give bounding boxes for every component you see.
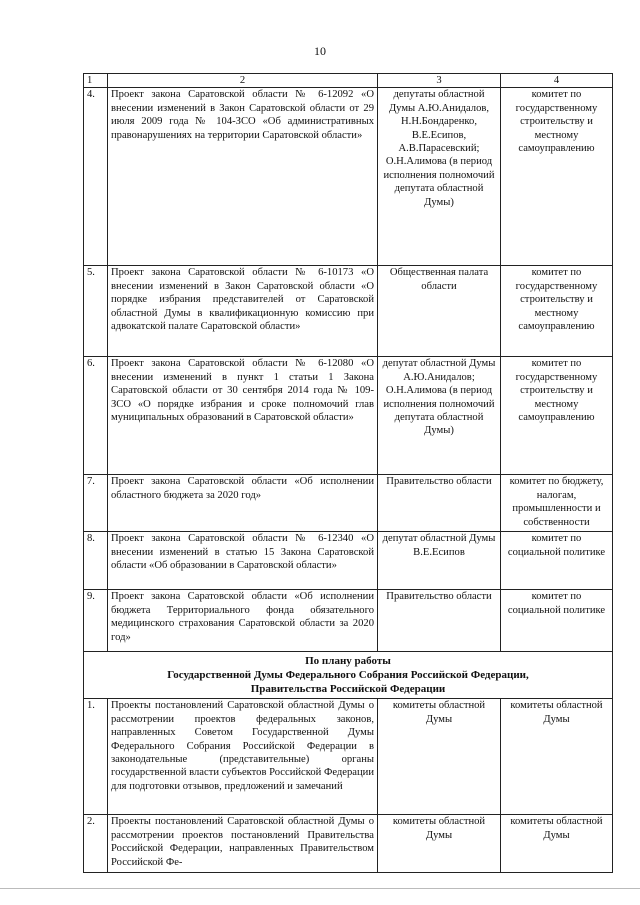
row-committee: комитеты областной Думы [501,699,613,815]
row-committee: комитет по социальной политике [501,590,613,652]
row-number: 6. [84,357,108,475]
row-initiator: Общественная палата области [378,266,501,357]
page-bottom-rule [0,888,640,889]
table-row [84,88,613,266]
row-title: Проект закона Саратовской области № 6-12080 «О внесении изменений в пункт 1 статьи 1 Закона Саратовской области от 30 сентября 2014 года № 109-ЗСО «О порядке избрания и сроке полномочий глав муниципальных образований в Саратовской области» [108,357,378,475]
row-title: Проект закона Саратовской области «Об исполнении областного бюджета за 2020 год» [108,475,378,532]
table-row [84,532,613,590]
row-title: Проекты постановлений Саратовской областной Думы о рассмотрении проектов постановлений Правительства Российской Федерации, направленных Правительством Российской Фе- [108,815,378,873]
table-row [84,590,613,652]
page-number: 10 [314,44,326,58]
row-number: 2. [84,815,108,873]
row-number: 1. [84,699,108,815]
row-title: Проект закона Саратовской области № 6-12092 «О внесении изменений в Закон Саратовской области от 29 июля 2009 года № 104-ЗСО «Об административных правонарушениях на территории Саратовской области» [108,88,378,266]
row-initiator: комитеты областной Думы [378,699,501,815]
row-committee: комитет по социальной политике [501,532,613,590]
row-initiator: депутаты областной Думы А.Ю.Анидалов, Н.Н.Бондаренко, В.Е.Есипов, А.В.Парасевский; О.Н.Алимова (в период исполнения полномочий депутата областной Думы) [378,88,501,266]
section-heading-line: Государственной Думы Федерального Собрания Российской Федерации, [167,669,529,682]
table-header-row [84,74,613,88]
table-row [84,475,613,532]
row-initiator: депутат областной Думы А.Ю.Анидалов; О.Н.Алимова (в период исполнения полномочий депутата областной Думы) [378,357,501,475]
table-row [84,815,613,873]
table-row [84,699,613,815]
row-title: Проект закона Саратовской области «Об исполнении бюджета Территориального фонда обязательного медицинского страхования Саратовской области за 2020 год» [108,590,378,652]
header-col-2: 2 [108,74,378,88]
row-committee: комитет по бюджету, налогам, промышленности и собственности [501,475,613,532]
table-row [84,357,613,475]
row-number: 4. [84,88,108,266]
header-col-1: 1 [84,74,108,88]
section-heading-line: Правительства Российской Федерации [250,683,446,696]
row-committee: комитеты областной Думы [501,815,613,873]
section-heading [84,652,613,699]
row-number: 7. [84,475,108,532]
table-row [84,266,613,357]
section-heading-row [84,652,613,699]
header-col-3: 3 [378,74,501,88]
row-initiator: Правительство области [378,475,501,532]
section-heading-line: По плану работы [305,655,391,668]
row-initiator: депутат областной Думы В.Е.Есипов [378,532,501,590]
row-number: 8. [84,532,108,590]
work-plan-table [83,73,613,873]
row-title: Проекты постановлений Саратовской областной Думы о рассмотрении проектов федеральных законов, направленных Советом Государственной Думы Федерального Собрания Российской Федерации в законодательные (представительные) органы государственной власти субъектов Российской Федерации для подготовки отзывов, предложений и замечаний [108,699,378,815]
row-committee: комитет по государственному строительству и местному самоуправлению [501,88,613,266]
header-col-4: 4 [501,74,613,88]
row-title: Проект закона Саратовской области № 6-10173 «О внесении изменений в Закон Саратовской области «О порядке избрания представителей от Саратовской областной Думы в квалификационную комиссию при адвокатской палате Саратовской области» [108,266,378,357]
row-committee: комитет по государственному строительству и местному самоуправлению [501,266,613,357]
row-title: Проект закона Саратовской области № 6-12340 «О внесении изменений в статью 15 Закона Саратовской области «Об образовании в Саратовской области» [108,532,378,590]
row-initiator: Правительство области [378,590,501,652]
row-committee: комитет по государственному строительству и местному самоуправлению [501,357,613,475]
row-number: 5. [84,266,108,357]
row-number: 9. [84,590,108,652]
row-initiator: комитеты областной Думы [378,815,501,873]
